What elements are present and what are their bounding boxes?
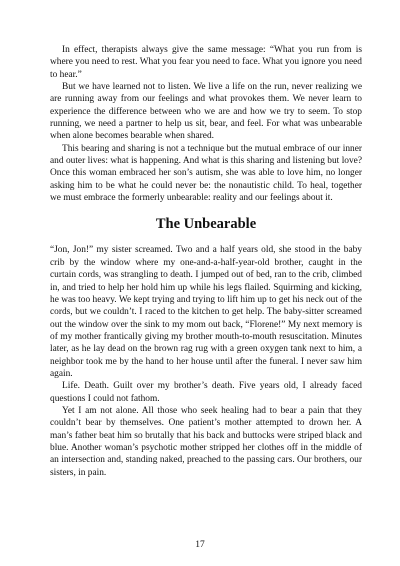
paragraph-therapists-message: In effect, therapists always give the same message: “What you run from is where you need to rest. What you fear you need to face. What you ignore you need to hear.” (50, 45, 362, 80)
paragraph-life-death-guilt: Life. Death. Guilt over my brother’s death. Five years old, I already faced questions I could not fathom. (50, 381, 362, 404)
paragraph-not-alone: Yet I am not alone. All those who seek healing had to bear a pain that they couldn’t bear by themselves. One patient’s mother attempted to drown her. A man’s father beat him so brutally that his back and buttocks were striped black and blue. Another woman’s psychotic mother stripped her clothes off in the middle of an intersection and, standing naked, preached to the passing cars. Our brothers, our sisters, in pain. (50, 405, 362, 478)
paragraph-life-on-the-run: But we have learned not to listen. We live a life on the run, never realizing we are running away from our feelings and what provokes them. We never learn to experience the difference between who we are and how we try to seem. To stop running, we need a partner to help us sit, bear, and feel. For what was unbearable when alone becomes bearable when shared. (50, 82, 362, 142)
section-heading: The Unbearable (155, 216, 257, 233)
paragraph-brother-memory: “Jon, Jon!” my sister screamed. Two and a half years old, she stood in the baby crib by the window where my one-and-a-half-year-old brother, caught in the curtain cords, was strangling to death. I jumped out of bed, ran to the crib, climbed in, and tried to help her hold him up while his legs flailed. Squirming and kicking, he was too heavy. We kept trying and trying to lift him up to get his neck out of the cords, but we couldn’t. I raced to the kitchen to get help. The baby-sitter screamed out the window over the sink to my mom out back, “Florene!” My next memory is of my mother frantically giving my brother mouth-to-mouth resuscitation. Minutes later, as he lay dead on the brown rag rug with a green oxygen tank next to him, a neighbor took me by the hand to her house until after the funeral. I never saw him again. (50, 245, 362, 379)
page-number: 17 (195, 540, 205, 550)
book-page (50, 44, 362, 524)
paragraph-bearing-and-sharing: This bearing and sharing is not a technique but the mutual embrace of our inner and outer lives: what is happening. And what is this sharing and listening but love? Once this woman embraced her son’s autism, she was able to love him, no longer asking him to be what he could never be: the nonautistic child. To heal, together we must embrace the formerly unbearable: reality and our feelings about it. (50, 143, 362, 204)
